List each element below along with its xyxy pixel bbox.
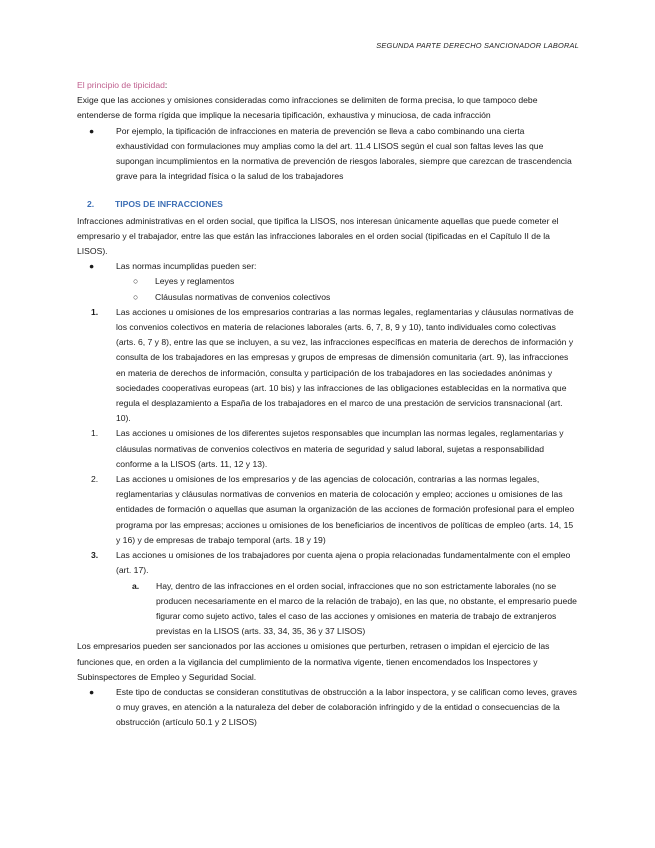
sub-bullet-text: Leyes y reglamentos	[155, 276, 235, 287]
numbered-marker: 2.	[91, 474, 99, 485]
sub-bullet-item	[77, 290, 577, 305]
sub-bullet-text: Cláusulas normativas de convenios colectivos	[155, 291, 331, 302]
numbered-marker: 1.	[91, 428, 99, 439]
tipos-intro-paragraph: Infracciones administrativas en el orden social, que tipifica la LISOS, nos interesan únicamente aquellas que puede cometer el empresario y el trabajador, entre las que están las infracciones laborales en el orden social (tipificadas en el Capítulo II de la LISOS).	[77, 215, 559, 257]
sub-numbered-text: Hay, dentro de las infracciones en el orden social, infracciones que no son estrictamente laborales (no se producen necesariamente en el marco de la relación de trabajo), en las que, no obstante, el empresario puede figurar como sujeto activo, tales el caso de las acciones y omisiones en materia de trabajo de extranjeros previstas en la LISOS (arts. 33, 34, 35, 36 y 37 LISOS)	[156, 580, 577, 637]
sub-numbered-item	[77, 579, 577, 640]
sub-bullet-marker: ○	[133, 276, 139, 287]
running-header: SEGUNDA PARTE DERECHO SANCIONADOR LABORAL	[376, 41, 579, 50]
section-title: TIPOS DE INFRACCIONES	[115, 199, 223, 210]
section-heading-tipos	[77, 197, 577, 212]
tipicidad-bullet	[77, 124, 577, 185]
tipicidad-bullet-text: Por ejemplo, la tipificación de infracciones en materia de prevención se lleva a cabo combinando una cierta exhaustividad con formulaciones muy amplias como la del art. 11.4 LISOS según el cual son faltas leves las que supongan incumplimientos en la normativa de prevención de riesgos laborales, siempre que carezcan de trascendencia grave para la integridad física o la salud de los trabajadores	[116, 125, 572, 182]
sub-bullet-marker: ○	[133, 291, 139, 302]
bullet-marker: ●	[89, 686, 95, 697]
bullet-marker: ●	[89, 125, 95, 136]
numbered-item	[77, 305, 577, 427]
numbered-item-text: Las acciones u omisiones de los diferentes sujetos responsables que incumplan las normas legales, reglamentarias y cláusulas normativas de convenios colectivos en materia de seguridad y salud laboral, sujetas a responsabilidad conforme a la LISOS (arts. 11, 12 y 13).	[116, 428, 564, 469]
obstruccion-bullet	[77, 685, 577, 731]
numbered-item	[77, 426, 577, 472]
numbered-item	[77, 548, 577, 578]
tipicidad-heading-line	[77, 78, 577, 93]
numbered-marker: 3.	[91, 550, 99, 561]
section-number: 2.	[87, 199, 95, 210]
tipicidad-heading: El principio de tipicidad	[77, 80, 165, 90]
normas-bullet	[77, 259, 577, 274]
numbered-item-text: Las acciones u omisiones de los empresarios y de las agencias de colocación, contrarias a las normas legales, reglamentarias y cláusulas normativas de convenios en materia de colocación y empleo; acciones u omisiones de las entidades de formación o aquellas que asuman la organización de las acciones de formación profesional para el empleo programa por las empresas; acciones u omisiones de los beneficiarios de incentivos de políticas de empleo (arts. 14, 15 y 16) y de empresas de trabajo temporal (arts. 18 y 19)	[116, 474, 575, 545]
sanciones-paragraph: Los empresarios pueden ser sancionados por las acciones u omisiones que perturben, retrasen o impidan el ejercicio de las funciones que, en orden a la vigilancia del cumplimiento de la normativa vigente, tienen encomendados los Inspectores y Subinspectores de Empleo y Seguridad Social.	[77, 641, 550, 682]
numbered-item	[77, 472, 577, 548]
obstruccion-bullet-text: Este tipo de conductas se consideran constitutivas de obstrucción a la labor inspectora, y se califican como leves, graves o muy graves, en atención a la naturaleza del deber de colaboración infringido y de la entidad o consecuencias de la obstrucción (artículo 50.1 y 2 LISOS)	[116, 686, 577, 728]
normas-bullet-text: Las normas incumplidas pueden ser:	[116, 261, 257, 272]
document-body	[77, 78, 577, 731]
tipicidad-heading-colon: :	[164, 80, 168, 90]
numbered-item-text: Las acciones u omisiones de los empresarios contrarias a las normas legales, reglamentarias y cláusulas normativas de los convenios colectivos en materia de relaciones laborales (arts. 6, 7, 8, 9 y 10), tanto individuales como colectivas (arts. 6, 7 y 8), entre las que se incluyen, a su vez, las infracciones específicas en materia de derechos de información y consulta de los trabajadores en las empresas y grupos de empresas de dimensión comunitaria (art. 9), las infracciones en materia de derechos de información, consulta y participación de los trabajadores en las sociedades anónimas y sociedades cooperativas europeas (art. 10 bis) y las infracciones de las obligaciones establecidas en la normativa que regula el desplazamiento a España de los trabajadores en el marco de una prestación de servicios transnacional (art. 10).	[116, 306, 574, 424]
tipicidad-paragraph: Exige que las acciones y omisiones consideradas como infracciones se delimiten de forma precisa, lo que tampoco debe entenderse de forma rígida que implique la necesaria tipificación, exhaustiva y minuciosa, de cada infracción	[77, 95, 538, 121]
numbered-item-text: Las acciones u omisiones de los trabajadores por cuenta ajena o propia relacionadas fundamentalmente con el empleo (art. 17).	[116, 550, 571, 576]
sub-bullet-item	[77, 274, 577, 289]
bullet-marker: ●	[89, 261, 95, 272]
numbered-marker: 1.	[91, 306, 99, 317]
sub-numbered-marker: a.	[132, 580, 140, 591]
